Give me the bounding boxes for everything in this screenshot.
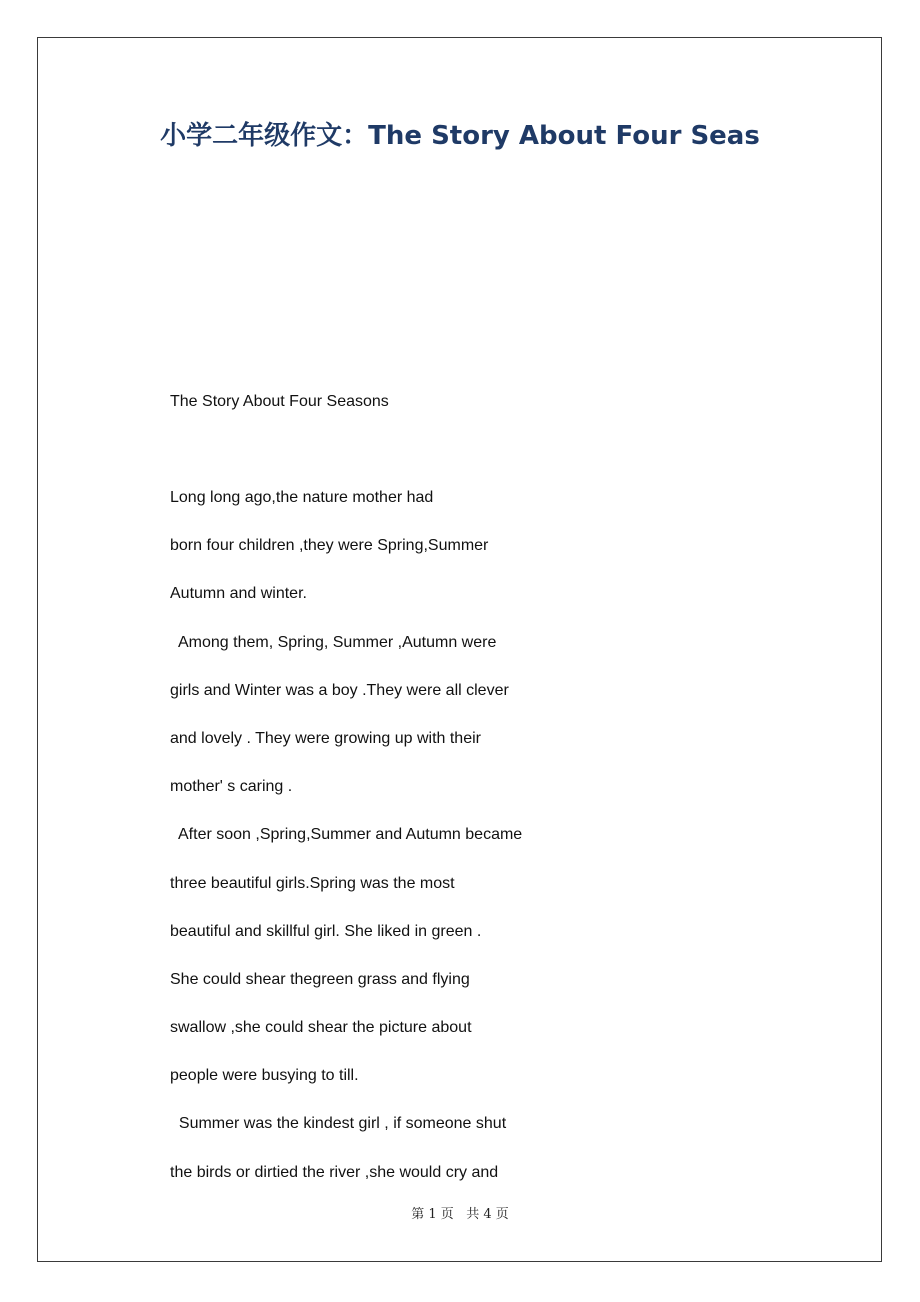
page-title: 小学二年级作文：The Story About Four Seas bbox=[160, 121, 760, 151]
text-line: Long long ago,the nature mother had bbox=[170, 489, 434, 506]
text-line: swallow ,she could shear the picture about bbox=[170, 1019, 472, 1037]
text-line: She could shear thegreen grass and flying bbox=[170, 970, 470, 988]
text-line: born four children ,they were Spring,Summer bbox=[170, 537, 489, 555]
text-line: Summer was the kindest girl , if someone shut bbox=[170, 1115, 507, 1133]
text-line: mother' s caring . bbox=[170, 778, 293, 796]
text-line: three beautiful girls.Spring was the most bbox=[170, 874, 455, 892]
story-subtitle: The Story About Four Seasons bbox=[170, 393, 389, 410]
text-line: people were busying to till. bbox=[170, 1067, 359, 1085]
page-number-footer: 第 1 页 共 4 页 bbox=[411, 1207, 509, 1222]
text-line: the birds or dirtied the river ,she would cry and bbox=[170, 1163, 499, 1181]
text-line: Autumn and winter. bbox=[170, 585, 307, 603]
text-line: girls and Winter was a boy .They were all clever bbox=[170, 681, 509, 699]
text-line: and lovely . They were growing up with their bbox=[170, 729, 481, 747]
text-line: Among them, Spring, Summer ,Autumn were bbox=[170, 633, 497, 651]
text-line: beautiful and skillful girl. She liked in green . bbox=[170, 922, 482, 940]
text-line: After soon ,Spring,Summer and Autumn became bbox=[170, 826, 523, 844]
story-body bbox=[170, 486, 522, 1209]
